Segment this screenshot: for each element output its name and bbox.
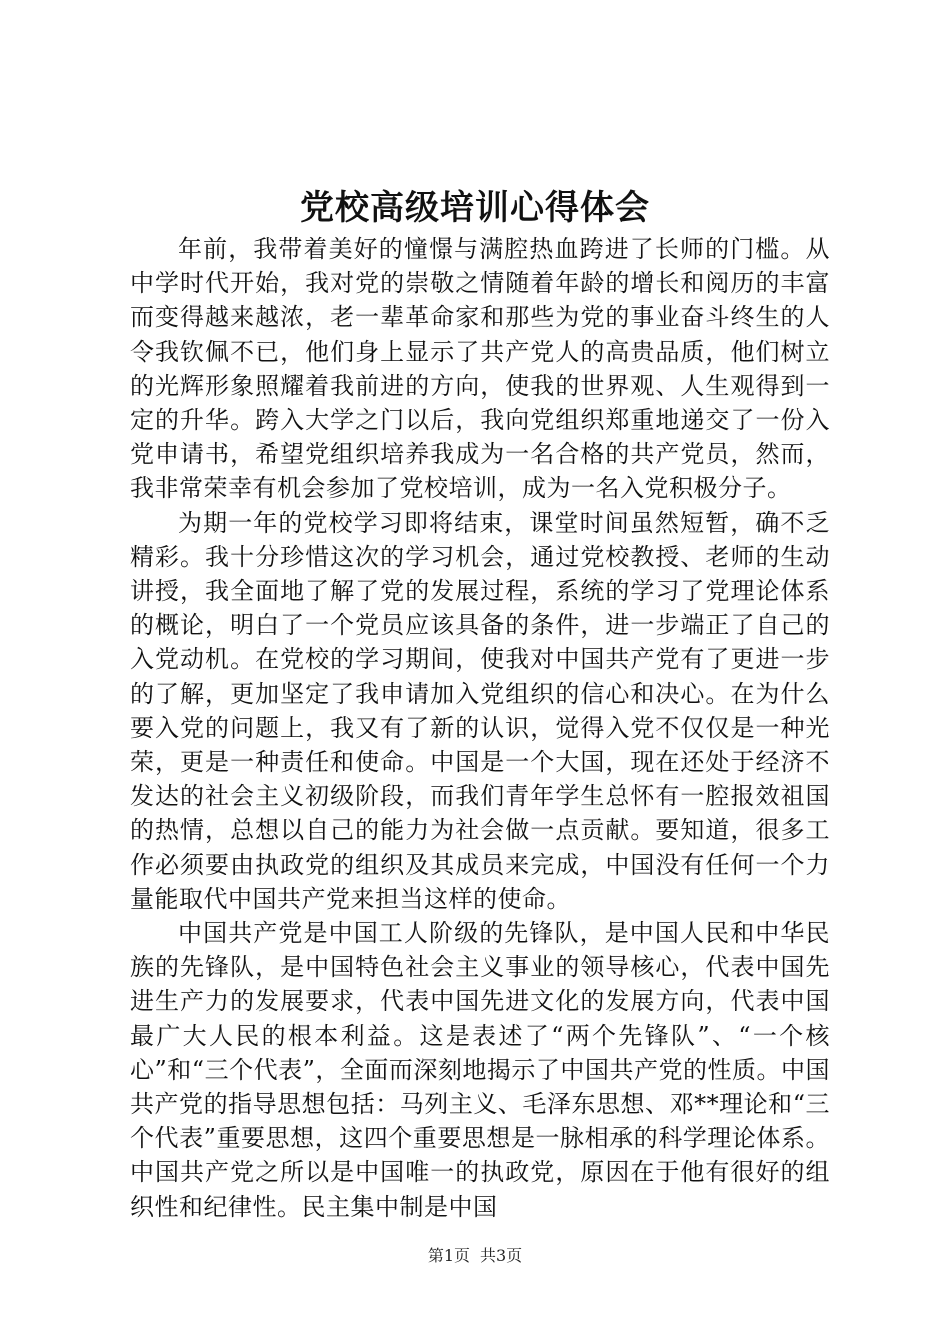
paragraph-1: 年前，我带着美好的憧憬与满腔热血跨进了长师的门槛。从中学时代开始，我对党的崇敬之情随着年龄的增长和阅历的丰富而变得越来越浓，老一辈革命家和那些为党的事业奋斗终生的人令我钦佩不已，他们身上显示了共产党人的高贵品质，他们树立的光辉形象照耀着我前进的方向，使我的世界观、人生观得到一定的升华。跨入大学之门以后，我向党组织郑重地递交了一份入党申请书，希望党组织培养我成为一名合格的共产党员，然而，我非常荣幸有机会参加了党校培训，成为一名入党积极分子。 xyxy=(130,235,830,503)
paragraph-3: 中国共产党是中国工人阶级的先锋队，是中国人民和中华民族的先锋队，是中国特色社会主义事业的领导核心，代表中国先进生产力的发展要求，代表中国先进文化的发展方向，代表中国最广大人民的根本利益。这是表述了“两个先锋队”、“一个核心”和“三个代表”，全面而深刻地揭示了中国共产党的性质。中国共产党的指导思想包括：马列主义、毛泽东思想、邓**理论和“三个代表”重要思想，这四个重要思想是一脉相承的科学理论体系。中国共产党之所以是中国唯一的执政党，原因在于他有很好的组织性和纪律性。民主集中制是中国 xyxy=(130,919,830,1221)
page-footer xyxy=(0,1244,950,1268)
paragraph-2: 为期一年的党校学习即将结束，课堂时间虽然短暂，确不乏精彩。我十分珍惜这次的学习机会，通过党校教授、老师的生动讲授，我全面地了解了党的发展过程，系统的学习了党理论体系的概论，明白了一个党员应该具备的条件，进一步端正了自己的入党动机。在党校的学习期间，使我对中国共产党有了更进一步的了解，更加坚定了我申请加入党组织的信心和决心。在为什么要入党的问题上，我又有了新的认识，觉得入党不仅仅是一种光荣，更是一种责任和使命。中国是一个大国，现在还处于经济不发达的社会主义初级阶段，而我们青年学生总怀有一腔报效祖国的热情，总想以自己的能力为社会做一点贡献。要知道，很多工作必须要由执政党的组织及其成员来完成，中国没有任何一个力量能取代中国共产党来担当这样的使命。 xyxy=(130,508,830,913)
document-body xyxy=(130,232,830,1224)
document-title: 党校高级培训心得体会 xyxy=(300,188,650,228)
page-total: 共3页 xyxy=(480,1246,523,1265)
page-number: 第1页 xyxy=(427,1246,470,1265)
